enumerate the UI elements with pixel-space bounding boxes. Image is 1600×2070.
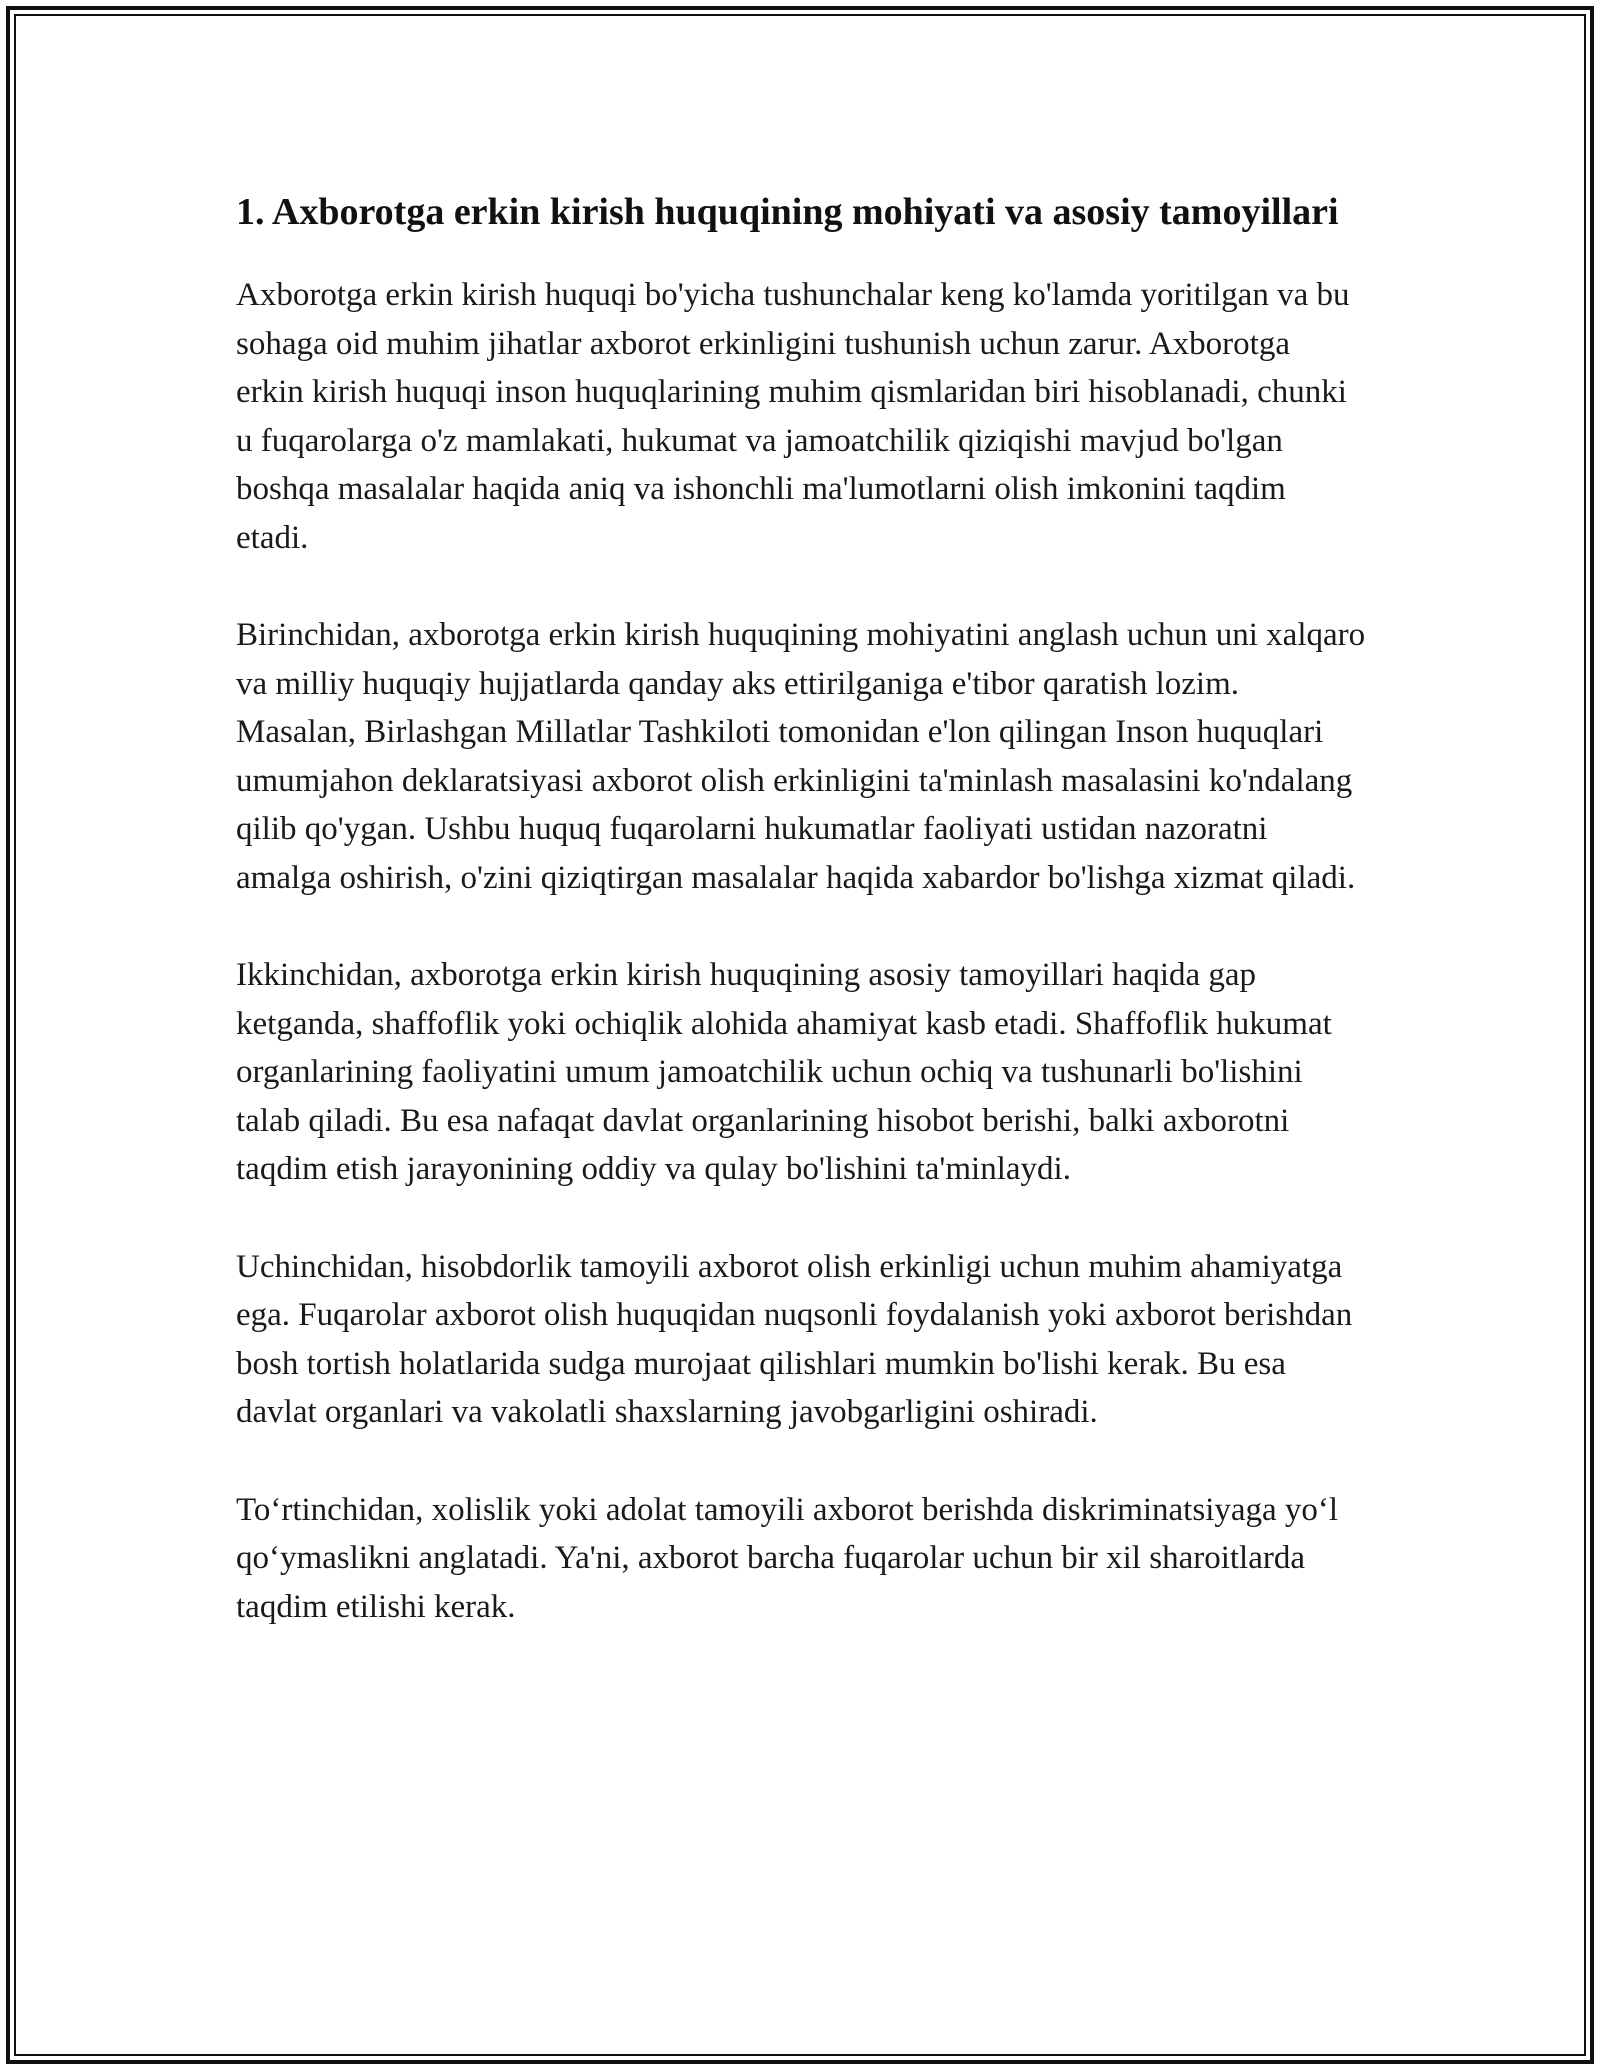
paragraph-fourth: To‘rtinchidan, xolislik yoki adolat tamoyili axborot berishda diskriminatsiyaga yo‘l qo‘ymaslikni anglatadi. Ya'ni, axborot barcha fuqarolar uchun bir xil sharoitlarda taqdim etilishi kerak. xyxy=(236,1491,1339,1625)
paragraph-intro: Axborotga erkin kirish huquqi bo'yicha tushunchalar keng ko'lamda yoritilgan va bu sohaga oid muhim jihatlar axborot erkinligini tushunish uchun zarur. Axborotga erkin kirish huquqi inson huquqlarining muhim qismlaridan biri hisoblanadi, chunki u fuqarolarga o'z mamlakati, hukumat va jamoatchilik qiziqishi mavjud bo'lgan boshqa masalalar haqida aniq va ishonchli ma'lumotlarni olish imkonini taqdim etadi. xyxy=(236,277,1350,556)
document-body xyxy=(236,186,1366,1680)
section-heading: 1. Axborotga erkin kirish huquqining mohiyati va asosiy tamoyillari xyxy=(236,191,1339,233)
paragraph-first: Birinchidan, axborotga erkin kirish huquqining mohiyatini anglash uchun uni xalqaro va milliy huquqiy hujjatlarda qanday aks ettirilganiga e'tibor qaratish lozim. Masalan, Birlashgan Millatlar Tashkiloti tomonidan e'lon qilingan Inson huquqlari umumjahon deklaratsiyasi axborot olish erkinligini ta'minlash masalasini ko'ndalang qilib qo'ygan. Ushbu huquq fuqarolarni hukumatlar faoliyati ustidan nazoratni amalga oshirish, o'zini qiziqtirgan masalalar haqida xabardor bo'lishga xizmat qiladi. xyxy=(236,617,1366,896)
paragraph-second: Ikkinchidan, axborotga erkin kirish huquqining asosiy tamoyillari haqida gap ketganda, shaffoflik yoki ochiqlik alohida ahamiyat kasb etadi. Shaffoflik hukumat organlarining faoliyatini umum jamoatchilik uchun ochiq va tushunarli bo'lishini talab qiladi. Bu esa nafaqat davlat organlarining hisobot berishi, balki axborotni taqdim etish jarayonining oddiy va qulay bo'lishini ta'minlaydi. xyxy=(236,957,1332,1187)
paragraph-third: Uchinchidan, hisobdorlik tamoyili axborot olish erkinligi uchun muhim ahamiyatga ega. Fuqarolar axborot olish huquqidan nuqsonli foydalanish yoki axborot berishdan bosh tortish holatlarida sudga murojaat qilishlari mumkin bo'lishi kerak. Bu esa davlat organlari va vakolatli shaxslarning javobgarligini oshiradi. xyxy=(236,1248,1353,1430)
